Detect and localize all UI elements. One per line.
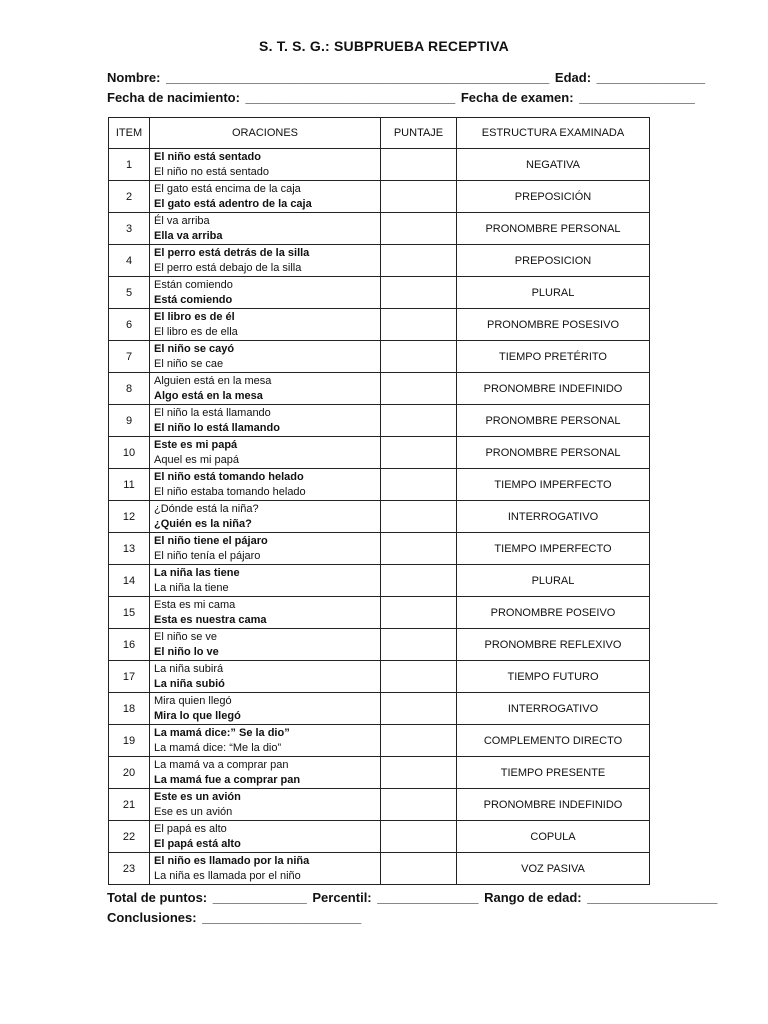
sentence-1: El niño está tomando helado (154, 470, 304, 483)
sentence-pair (150, 341, 381, 373)
sentence-2: El gato está adentro de la caja (154, 197, 312, 210)
sentence-2: Ella va arriba (154, 229, 223, 242)
table-row (109, 757, 650, 789)
structure-examined: TIEMPO PRESENTE (457, 757, 650, 789)
header-item: ITEM (109, 118, 150, 149)
sentence-1: El niño se cayó (154, 342, 235, 355)
sentence-pair (150, 149, 381, 181)
structure-examined: PRONOMBRE INDEFINIDO (457, 373, 650, 405)
sentence-1: El niño es llamado por la niña (154, 854, 310, 867)
item-number: 5 (109, 277, 150, 309)
rango-edad-field[interactable]: __________________ (587, 890, 718, 905)
table-row (109, 277, 650, 309)
sentence-pair (150, 757, 381, 789)
sentence-1: El libro es de él (154, 310, 235, 323)
table-row (109, 565, 650, 597)
sentence-pair (150, 533, 381, 565)
total-puntos-field[interactable]: _____________ (212, 890, 307, 905)
structure-examined: INTERROGATIVO (457, 693, 650, 725)
edad-field[interactable]: _______________ (596, 70, 706, 85)
structure-examined: PRONOMBRE PERSONAL (457, 213, 650, 245)
sentence-pair (150, 437, 381, 469)
sentence-pair (150, 629, 381, 661)
sentence-1: El niño la está llamando (154, 406, 271, 419)
item-number: 8 (109, 373, 150, 405)
conclusiones-label: Conclusiones: (107, 910, 197, 925)
header-row-nombre-edad (107, 70, 707, 85)
sentence-2: Mira lo que llegó (154, 709, 241, 722)
sentence-1: El niño tiene el pájaro (154, 534, 268, 547)
sentence-1: Este es un avión (154, 790, 241, 803)
footer-row-totals (107, 890, 719, 905)
table-row (109, 437, 650, 469)
sentence-pair (150, 245, 381, 277)
structure-examined: PLURAL (457, 565, 650, 597)
sentence-1: Él va arriba (154, 214, 210, 227)
structure-examined: PRONOMBRE REFLEXIVO (457, 629, 650, 661)
item-number: 13 (109, 533, 150, 565)
table-body (109, 149, 650, 885)
sentence-2: La niña es llamada por el niño (154, 869, 301, 882)
header-estructura: ESTRUCTURA EXAMINADA (457, 118, 650, 149)
item-number: 10 (109, 437, 150, 469)
structure-examined: PRONOMBRE PERSONAL (457, 405, 650, 437)
table-row (109, 341, 650, 373)
structure-examined: INTERROGATIVO (457, 501, 650, 533)
score-cell[interactable] (381, 565, 457, 597)
structure-examined: PRONOMBRE INDEFINIDO (457, 789, 650, 821)
sentence-2: El niño lo ve (154, 645, 219, 658)
item-number: 2 (109, 181, 150, 213)
sentence-1: El niño se ve (154, 630, 217, 643)
sentence-2: El papá está alto (154, 837, 241, 850)
footer-row-conclusiones (107, 910, 363, 925)
sentence-pair (150, 501, 381, 533)
sentence-1: El perro está detrás de la silla (154, 246, 310, 259)
score-cell[interactable] (381, 533, 457, 565)
structure-examined: PREPOSICION (457, 245, 650, 277)
test-table (108, 117, 650, 885)
table-row (109, 149, 650, 181)
table-row (109, 661, 650, 693)
table-row (109, 693, 650, 725)
table-row (109, 629, 650, 661)
item-number: 1 (109, 149, 150, 181)
table-row (109, 309, 650, 341)
sentence-2: El niño lo está llamando (154, 421, 280, 434)
structure-examined: PRONOMBRE POSEIVO (457, 597, 650, 629)
structure-examined: PRONOMBRE PERSONAL (457, 437, 650, 469)
item-number: 20 (109, 757, 150, 789)
structure-examined: PREPOSICIÓN (457, 181, 650, 213)
percentil-field[interactable]: ______________ (377, 890, 479, 905)
sentence-1: La niña subirá (154, 662, 224, 675)
table-row (109, 405, 650, 437)
sentence-1: El papá es alto (154, 822, 227, 835)
score-cell[interactable] (381, 725, 457, 757)
nombre-label: Nombre: (107, 70, 161, 85)
score-cell[interactable] (381, 149, 457, 181)
conclusiones-field[interactable]: ______________________ (202, 910, 362, 925)
total-puntos-label: Total de puntos: (107, 890, 208, 905)
sentence-pair (150, 693, 381, 725)
structure-examined: COPULA (457, 821, 650, 853)
sentence-pair (150, 565, 381, 597)
structure-examined: TIEMPO PRETÉRITO (457, 341, 650, 373)
score-cell[interactable] (381, 501, 457, 533)
sentence-pair (150, 469, 381, 501)
item-number: 19 (109, 725, 150, 757)
score-cell[interactable] (381, 693, 457, 725)
sentence-pair (150, 821, 381, 853)
sentence-1: ¿Dónde está la niña? (154, 502, 259, 515)
table-row (109, 853, 650, 885)
score-cell[interactable] (381, 789, 457, 821)
item-number: 16 (109, 629, 150, 661)
table-header-row (109, 118, 650, 149)
sentence-2: El niño tenía el pájaro (154, 549, 261, 562)
score-cell[interactable] (381, 469, 457, 501)
fecha-nacimiento-field[interactable]: _____________________________ (245, 90, 456, 105)
sentence-2: La mamá dice: “Me la dio” (154, 741, 282, 754)
score-cell[interactable] (381, 821, 457, 853)
structure-examined: NEGATIVA (457, 149, 650, 181)
percentil-label: Percentil: (312, 890, 372, 905)
sentence-1: El niño está sentado (154, 150, 261, 163)
score-cell[interactable] (381, 181, 457, 213)
table-row (109, 725, 650, 757)
sentence-2: El libro es de ella (154, 325, 238, 338)
sentence-pair (150, 277, 381, 309)
score-cell[interactable] (381, 373, 457, 405)
table-row (109, 501, 650, 533)
item-number: 22 (109, 821, 150, 853)
score-cell[interactable] (381, 405, 457, 437)
score-cell[interactable] (381, 661, 457, 693)
sentence-1: La niña las tiene (154, 566, 240, 579)
sentence-2: La niña subió (154, 677, 225, 690)
item-number: 3 (109, 213, 150, 245)
item-number: 12 (109, 501, 150, 533)
fecha-examen-field[interactable]: ________________ (579, 90, 695, 105)
structure-examined: PLURAL (457, 277, 650, 309)
fecha-examen-label: Fecha de examen: (460, 90, 574, 105)
header-oraciones: ORACIONES (150, 118, 381, 149)
sentence-pair (150, 661, 381, 693)
sentence-pair (150, 597, 381, 629)
item-number: 14 (109, 565, 150, 597)
score-cell[interactable] (381, 341, 457, 373)
sentence-2: El niño se cae (154, 357, 224, 370)
sentence-2: Esta es nuestra cama (154, 613, 267, 626)
item-number: 11 (109, 469, 150, 501)
table-row (109, 469, 650, 501)
item-number: 9 (109, 405, 150, 437)
score-cell[interactable] (381, 853, 457, 885)
sentence-pair (150, 405, 381, 437)
sentence-pair (150, 309, 381, 341)
sentence-pair (150, 853, 381, 885)
item-number: 7 (109, 341, 150, 373)
item-number: 17 (109, 661, 150, 693)
structure-examined: COMPLEMENTO DIRECTO (457, 725, 650, 757)
item-number: 21 (109, 789, 150, 821)
structure-examined: VOZ PASIVA (457, 853, 650, 885)
sentence-1: El gato está encima de la caja (154, 182, 301, 195)
sentence-pair (150, 181, 381, 213)
structure-examined: TIEMPO IMPERFECTO (457, 533, 650, 565)
score-cell[interactable] (381, 597, 457, 629)
sentence-1: La mamá va a comprar pan (154, 758, 289, 771)
edad-label: Edad: (554, 70, 592, 85)
score-cell[interactable] (381, 309, 457, 341)
item-number: 15 (109, 597, 150, 629)
sentence-2: El niño no está sentado (154, 165, 269, 178)
sentence-1: Están comiendo (154, 278, 233, 291)
sentence-pair (150, 789, 381, 821)
sentence-1: Alguien está en la mesa (154, 374, 272, 387)
score-cell[interactable] (381, 437, 457, 469)
structure-examined: PRONOMBRE POSESIVO (457, 309, 650, 341)
structure-examined: TIEMPO IMPERFECTO (457, 469, 650, 501)
item-number: 23 (109, 853, 150, 885)
score-cell[interactable] (381, 629, 457, 661)
table-row (109, 597, 650, 629)
table-row (109, 821, 650, 853)
sentence-1: Esta es mi cama (154, 598, 236, 611)
table-row (109, 789, 650, 821)
sentence-pair (150, 373, 381, 405)
sentence-2: El niño estaba tomando helado (154, 485, 306, 498)
sentence-2: Algo está en la mesa (154, 389, 263, 402)
table-row (109, 181, 650, 213)
header-puntaje: PUNTAJE (381, 118, 457, 149)
sentence-2: Está comiendo (154, 293, 233, 306)
sentence-2: ¿Quién es la niña? (154, 517, 252, 530)
fecha-nacimiento-label: Fecha de nacimiento: (107, 90, 240, 105)
sentence-1: Este es mi papá (154, 438, 238, 451)
nombre-field[interactable]: _____________________________________________________ (166, 70, 550, 85)
structure-examined: TIEMPO FUTURO (457, 661, 650, 693)
header-row-fechas (107, 90, 697, 105)
table-row (109, 213, 650, 245)
item-number: 4 (109, 245, 150, 277)
sentence-2: Ese es un avión (154, 805, 233, 818)
sentence-2: La mamá fue a comprar pan (154, 773, 301, 786)
score-cell[interactable] (381, 213, 457, 245)
page-title: S. T. S. G.: SUBPRUEBA RECEPTIVA (259, 38, 509, 54)
sentence-2: Aquel es mi papá (154, 453, 239, 466)
score-cell[interactable] (381, 757, 457, 789)
score-cell[interactable] (381, 277, 457, 309)
score-cell[interactable] (381, 245, 457, 277)
table-row (109, 245, 650, 277)
sentence-2: La niña la tiene (154, 581, 229, 594)
sentence-pair (150, 725, 381, 757)
sentence-1: La mamá dice:” Se la dio” (154, 726, 290, 739)
sentence-2: El perro está debajo de la silla (154, 261, 302, 274)
table-row (109, 533, 650, 565)
sentence-1: Mira quien llegó (154, 694, 232, 707)
table-row (109, 373, 650, 405)
item-number: 18 (109, 693, 150, 725)
rango-edad-label: Rango de edad: (484, 890, 582, 905)
sentence-pair (150, 213, 381, 245)
item-number: 6 (109, 309, 150, 341)
